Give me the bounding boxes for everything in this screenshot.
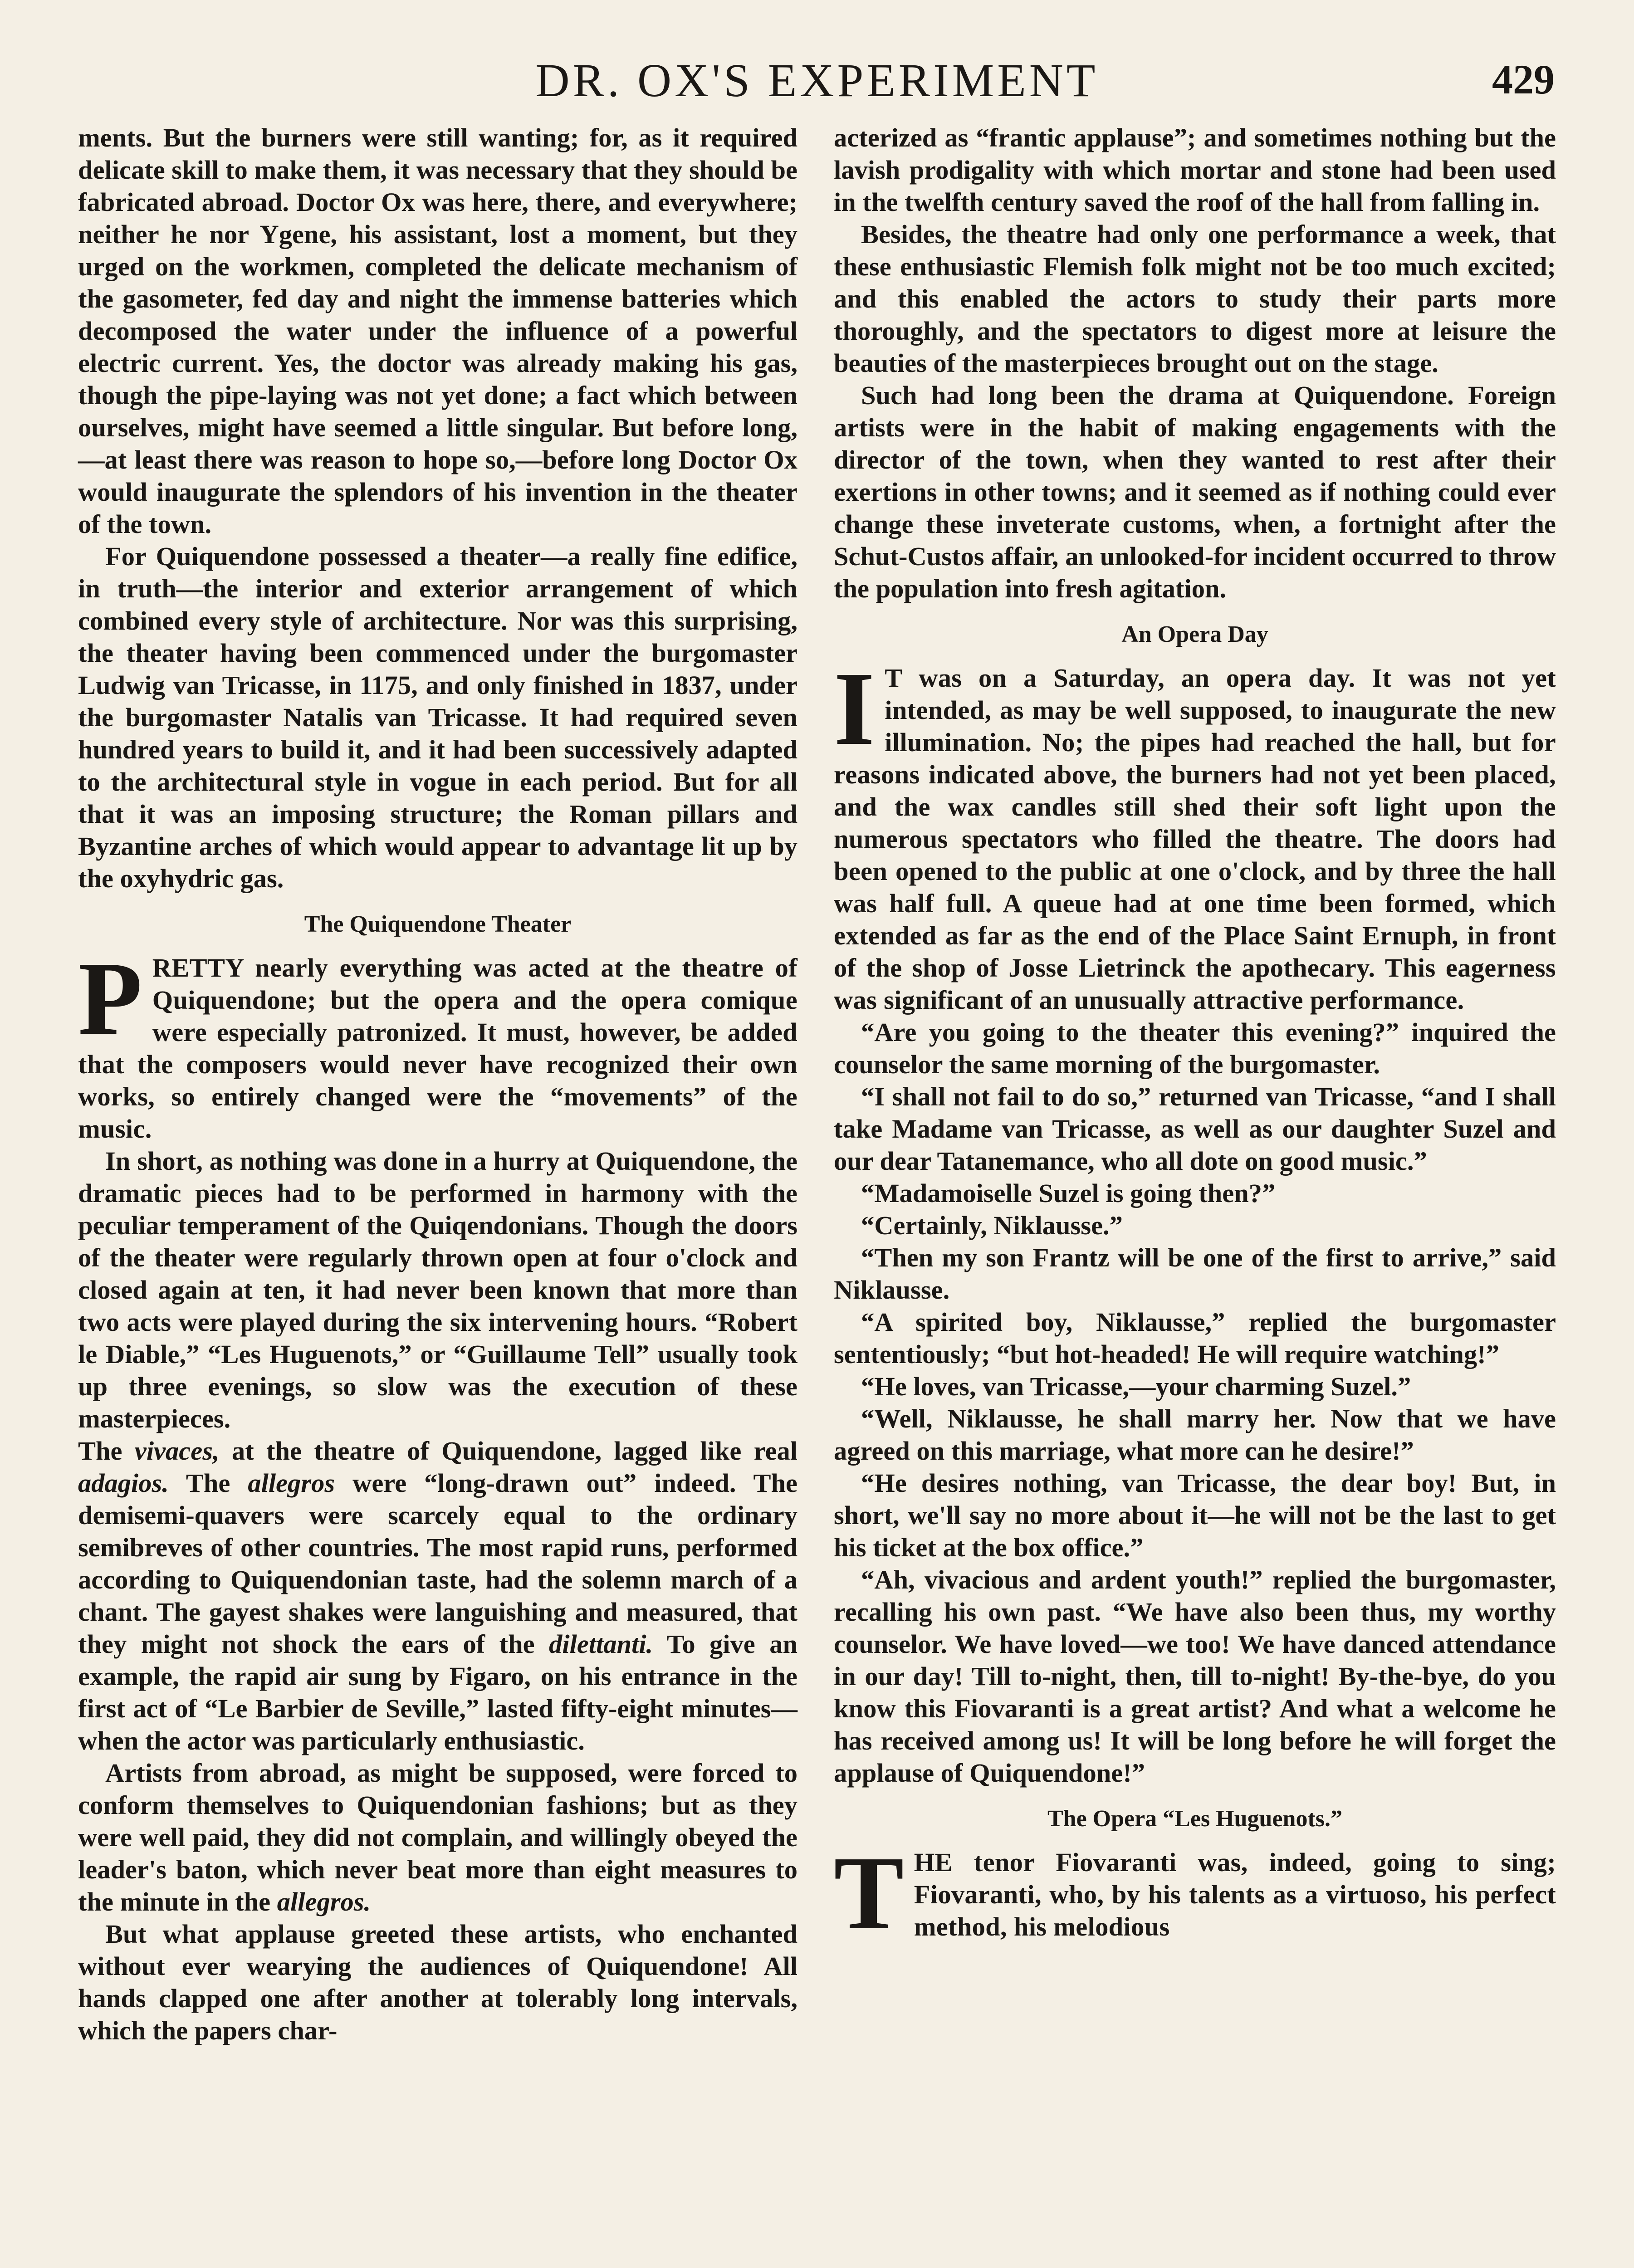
- text-run: Artists from abroad, as might be supposed, were forced to conform themselves to Quiquendonian fashions; but as they were well paid, they did not complain, and willingly obeyed the leader's baton, which never beat more than eight measures to the minute in the: [78, 1758, 797, 1916]
- paragraph: “Certainly, Niklausse.”: [861, 1211, 1123, 1240]
- lead-text: T was on a Saturday, an opera day. It was not yet intended, as may be well supposed, to inaugurate the new illumination. No; the pipes had reached the hall, but for reasons indicated above, the burners had not yet been placed, and the wax candles still shed their soft light upon the numerous spectators who filled the theatre. The doors had been opened to the public at one o'clock, and by three the hall was half full. A queue had at one time been formed, which extended as far as the end of the Place Saint Ernuph, in front of the shop of Josse Lietrinck the apothecary. This eagerness was significant of an unusually attractive performance.: [834, 663, 1556, 1015]
- paragraph: [78, 1757, 797, 1918]
- drop-cap: I: [834, 650, 875, 767]
- paragraph: For Quiquendone possessed a theater—a really fine edifice, in truth—the interior and exterior arrangement of which combined every style of architecture. Nor was this surprising, the theater having been commenced under the burgomaster Ludwig van Tricasse, in 1175, and only finished in 1837, under the burgomaster Natalis van Tricasse. It had required seven hundred years to build it, and it had been successively adapted to the architectural style in vogue in each period. But for all that it was an imposing structure; the Roman pillars and Byzantine arches of which would appear to advantage lit up by the oxyhydric gas.: [78, 542, 797, 893]
- page-title: DR. OX'S EXPERIMENT: [535, 54, 1099, 107]
- italic-term: allegros.: [277, 1887, 371, 1916]
- text-run: To give an example, the rapid air sung by Figaro, on his entrance in the first act of “Le Barbier de Seville,” lasted fifty-eight minutes—when the actor was particularly enthusiastic.: [78, 1629, 797, 1755]
- italic-term: adagios.: [78, 1468, 169, 1498]
- right-column: [834, 122, 1556, 1951]
- text-run: The: [78, 1436, 135, 1466]
- paragraph: “Are you going to the theater this evening?” inquired the counselor the same morning of the burgomaster.: [834, 1017, 1556, 1079]
- text-run: at the theatre of Quiquendone, lagged like real: [219, 1436, 797, 1466]
- paragraph: “He desires nothing, van Tricasse, the dear boy! But, in short, we'll say no more about it—he will not be the last to get his ticket at the box office.”: [834, 1468, 1556, 1562]
- text-run: were “long-drawn out” indeed. The demisemi-quavers were scarcely equal to the ordinary semibreves of other countries. The most rapid runs, performed according to Quiquendonian taste, had the solemn march of a chant. The gayest shakes were languishing and measured, that they might not shock the ears of the: [78, 1468, 797, 1659]
- running-header: [0, 54, 1634, 108]
- paragraph: In short, as nothing was done in a hurry at Quiquendone, the dramatic pieces had to be performed in harmony with the peculiar temperament of the Quiqendonians. Though the doors of the theater were regularly thrown open at four o'clock and closed again at ten, it had never been known that more than two acts were played during the six intervening hours. “Robert le Diable,” “Les Huguenots,” or “Guillaume Tell” usually took up three evenings, so slow was the execution of these masterpieces.: [78, 1146, 797, 1433]
- paragraph: “Ah, vivacious and ardent youth!” replied the burgomaster, recalling his own past. “We have also been thus, my worthy counselor. We have loved—we too! We have danced attendance in our day! Till to-night, then, till to-night! By-the-bye, do you know this Fiovaranti is a great artist? And what a welcome he has received among us! It will be long before he will forget the applause of Quiquendone!”: [834, 1565, 1556, 1788]
- paragraph: [78, 1435, 797, 1757]
- drop-cap: P: [78, 940, 142, 1057]
- paragraph: “Madamoiselle Suzel is going then?”: [861, 1178, 1276, 1208]
- italic-term: vivaces,: [134, 1436, 220, 1466]
- paragraph: “He loves, van Tricasse,—your charming Suzel.”: [861, 1372, 1411, 1401]
- paragraph: Besides, the theatre had only one performance a week, that these enthusiastic Flemish folk might not be too much excited; and this enabled the actors to study their parts more thoroughly, and the spectators to digest more at leisure the beauties of the masterpieces brought out on the stage.: [834, 220, 1556, 378]
- paragraph: But what applause greeted these artists, who enchanted without ever wearying the audiences of Quiquendone! All hands clapped one after another at tolerably long intervals, which the papers char-: [78, 1919, 797, 2045]
- section-heading-quiquendone-theater: The Quiquendone Theater: [304, 911, 572, 937]
- lead-paragraph: [834, 1835, 1556, 1951]
- text-run: The: [168, 1468, 248, 1498]
- lead-text: HE tenor Fiovaranti was, indeed, going to sing; Fiovaranti, who, by his talents as a virtuoso, his perfect method, his melodious: [914, 1848, 1556, 1941]
- italic-term: allegros: [248, 1468, 335, 1498]
- paragraph: “Well, Niklausse, he shall marry her. Now that we have agreed on this marriage, what more can he desire!”: [834, 1404, 1556, 1466]
- paragraph: acterized as “frantic applause”; and sometimes nothing but the lavish prodigality with which mortar and stone had been used in the twelfth century saved the roof of the hall from falling in.: [834, 123, 1556, 217]
- section-heading-opera-day: An Opera Day: [1121, 621, 1268, 647]
- paragraph: ments. But the burners were still wanting; for, as it required delicate skill to make them, it was necessary that they should be fabricated abroad. Doctor Ox was here, there, and everywhere; neither he nor Ygene, his assistant, lost a moment, but they urged on the workmen, completed the delicate mechanism of the gasometer, fed day and night the immense batteries which decomposed the water under the influence of a powerful electric current. Yes, the doctor was already making his gas, though the pipe-laying was not yet done; a fact which between ourselves, might have seemed a little singular. But before long,—at least there was reason to hope so,—before long Doctor Ox would inaugurate the splendors of his invention in the theater of the town.: [78, 123, 797, 539]
- left-column: [78, 122, 797, 2047]
- lead-paragraph: [78, 940, 797, 1145]
- section-heading-les-huguenots: The Opera “Les Huguenots.”: [1047, 1806, 1343, 1832]
- lead-text: RETTY nearly everything was acted at the theatre of Quiquendone; but the opera and the opera comique were especially patronized. It must, however, be added that the composers would never have recognized their own works, so entirely changed were the “movements” of the music.: [78, 953, 797, 1144]
- lead-paragraph: [834, 650, 1556, 1016]
- paragraph: Such had long been the drama at Quiquendone. Foreign artists were in the habit of making engagements with the director of the town, when they wanted to rest after their exertions in other towns; and it seemed as if nothing could ever change these inveterate customs, when, a fortnight after the Schut-Custos affair, an unlooked-for incident occurred to throw the population into fresh agitation.: [834, 381, 1556, 603]
- paragraph: “Then my son Frantz will be one of the first to arrive,” said Niklausse.: [834, 1243, 1556, 1305]
- paragraph: “I shall not fail to do so,” returned van Tricasse, “and I shall take Madame van Tricasse, as well as our daughter Suzel and our dear Tatanemance, who all dote on good music.”: [834, 1082, 1556, 1176]
- page-number: 429: [1492, 56, 1555, 103]
- italic-term: dilettanti.: [549, 1629, 653, 1659]
- drop-cap: T: [834, 1835, 904, 1951]
- paragraph: “A spirited boy, Niklausse,” replied the burgomaster sententiously; “but hot-headed! He will require watching!”: [834, 1307, 1556, 1369]
